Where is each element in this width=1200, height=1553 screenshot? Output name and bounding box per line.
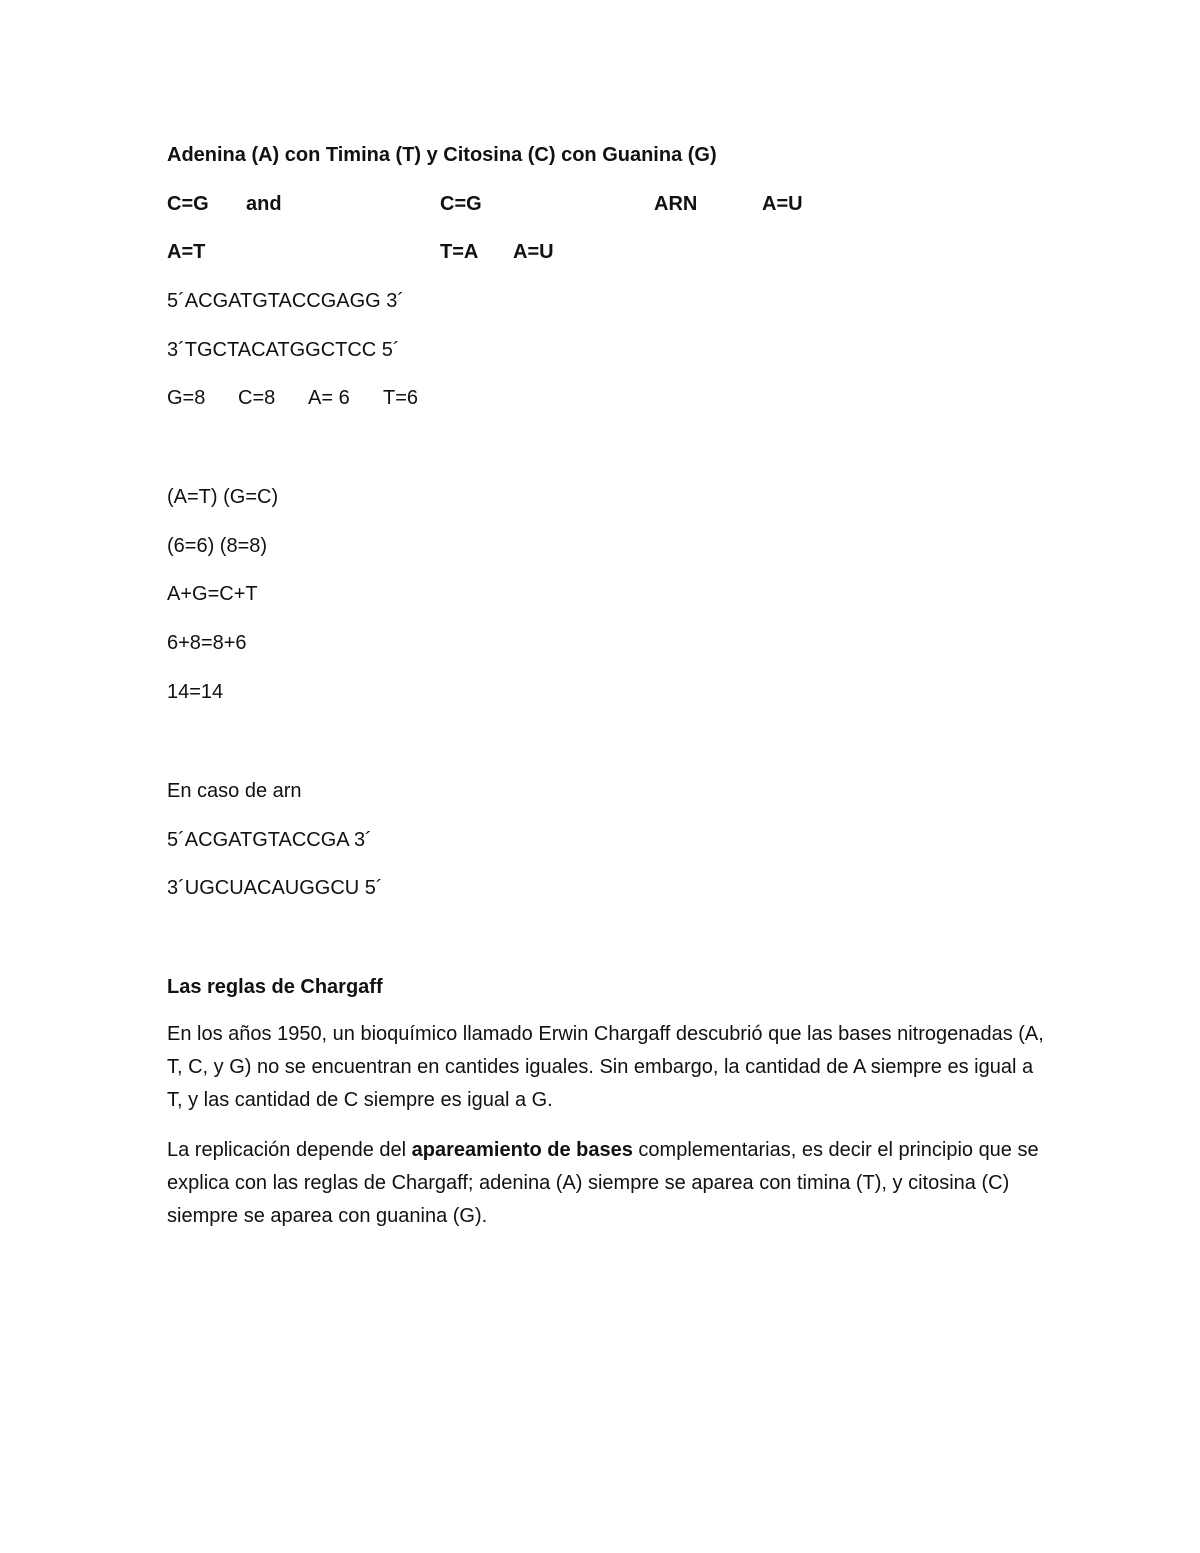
chargaff-paragraph-2 (167, 1118, 1047, 1233)
paragraph-text: complementarias, es decir el principio que se explica con las reglas de Chargaff; adenina (A) siempre se aparea con timina (T), y citosina (C) siempre se aparea con guanina (G). (167, 1139, 1039, 1227)
count-a: A= 6 (308, 387, 350, 409)
count-g: G=8 (167, 387, 206, 409)
equation-line: 6+8=8+6 (167, 632, 247, 654)
equation-line: (6=6) (8=8) (167, 535, 268, 557)
count-t: T=6 (383, 387, 419, 409)
rna-strand-1: 5´ACGATGTACCGA 3´ (167, 829, 372, 851)
pair-a-u-1: A=U (762, 193, 803, 215)
equation-line: A+G=C+T (167, 583, 258, 605)
pair-c-g-2: C=G (440, 193, 482, 215)
chargaff-paragraph-1: En los años 1950, un bioquímico llamado Erwin Chargaff descubrió que las bases nitrogenadas (A, T, C, y G) no se encuentran en cantides iguales. Sin embargo, la cantidad de A siempre es igual a T, y las cantidad de C siempre es igual a G. (167, 1023, 1044, 1111)
pair-c-g-1: C=G (167, 193, 209, 215)
paragraph-text: La replicación depende del (167, 1139, 412, 1161)
heading-base-pairs: Adenina (A) con Timina (T) y Citosina (C) con Guanina (G) (167, 144, 717, 166)
equation-line: 14=14 (167, 681, 224, 703)
arn-label: ARN (654, 193, 698, 215)
pair-a-u-2: A=U (513, 241, 554, 263)
equation-line: (A=T) (G=C) (167, 486, 279, 508)
count-c: C=8 (238, 387, 276, 409)
rna-title: En caso de arn (167, 780, 302, 802)
pair-a-t: A=T (167, 241, 206, 263)
and-label: and (246, 193, 282, 215)
chargaff-heading: Las reglas de Chargaff (167, 976, 383, 998)
emphasis-text: apareamiento de bases (411, 1139, 633, 1161)
rna-strand-2: 3´UGCUACAUGGCU 5´ (167, 877, 383, 899)
dna-strand-1: 5´ACGATGTACCGAGG 3´ (167, 290, 405, 312)
dna-strand-2: 3´TGCTACATGGCTCC 5´ (167, 339, 400, 361)
pair-t-a: T=A (440, 241, 479, 263)
